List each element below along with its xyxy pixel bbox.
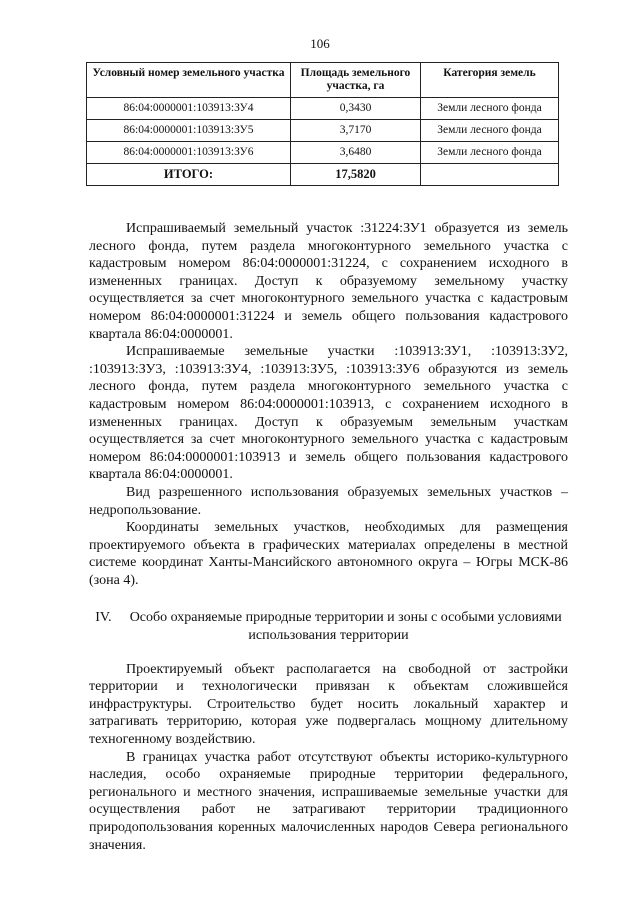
page-number: 106	[310, 36, 330, 51]
header-plot-number: Условный номер земельного участка	[87, 63, 291, 98]
table-row	[87, 98, 559, 120]
paragraph: Вид разрешенного использования образуемых земельных участков – недропользование.	[89, 484, 568, 518]
table-total-row	[87, 164, 559, 186]
total-empty-cell	[421, 164, 559, 186]
section-number: IV.	[95, 610, 112, 626]
area-cell: 0,3430	[291, 98, 421, 120]
paragraph: Испрашиваемые земельные участки :103913:ЗУ1, :103913:ЗУ2, :103913:ЗУ3, :103913:ЗУ4, :103913:ЗУ5, :103913:ЗУ6 образуются из земель лесного фонда, путем раздела многоконтурного земельного участка с кадастровым номером 86:04:0000001:103913, с сохранением исходного в измененных границах. Доступ к образуемым земельным участкам осуществляется за счет многоконтурного земельного участка с кадастровым номером 86:04:0000001:103913 и земель общего пользования кадастрового квартала 86:04:0000001.	[89, 344, 568, 483]
header-category: Категория земель	[421, 63, 559, 98]
plot-number-cell: 86:04:0000001:103913:ЗУ4	[87, 98, 291, 120]
land-plots-table	[86, 62, 559, 186]
section-title: Особо охраняемые природные территории и зоны с особыми условиями использования территории	[129, 610, 562, 644]
area-cell: 3,6480	[291, 142, 421, 164]
body-text	[89, 220, 568, 854]
table-header-row	[87, 63, 559, 98]
category-cell: Земли лесного фонда	[421, 120, 559, 142]
paragraph: Координаты земельных участков, необходимых для размещения проектируемого объекта в графических материалах определены в местной системе координат Ханты-Мансийского автономного округа – Югры МСК-86 (зона 4).	[89, 520, 568, 588]
table-row	[87, 142, 559, 164]
category-cell: Земли лесного фонда	[421, 142, 559, 164]
area-cell: 3,7170	[291, 120, 421, 142]
paragraph: В границах участка работ отсутствуют объекты историко-культурного наследия, особо охраняемые природные территории федерального, регионального и местного значения, испрашиваемые земельные участки для осуществления работ не затрагивают территории традиционного природопользования коренных малочисленных народов Севера регионального значения.	[89, 749, 568, 853]
table-row	[87, 120, 559, 142]
paragraph: Испрашиваемый земельный участок :31224:ЗУ1 образуется из земель лесного фонда, путем раздела многоконтурного земельного участка с кадастровым номером 86:04:0000001:31224, с сохранением исходного в измененных границах. Доступ к образуемому земельному участку осуществляется за счет многоконтурного земельного участка с кадастровым номером 86:04:0000001:31224 и земель общего пользования кадастрового квартала 86:04:0000001.	[89, 221, 568, 342]
plot-number-cell: 86:04:0000001:103913:ЗУ6	[87, 142, 291, 164]
header-area: Площадь земельного участка, га	[291, 63, 421, 98]
paragraph: Проектируемый объект располагается на свободной от застройки территории и технологически привязан к объектам сложившейся инфраструктуры. Строительство будет носить локальный характер и затрагивать территорию, которая уже подвергалась мощному длительному техногенному воздействию.	[89, 661, 568, 748]
section-heading	[89, 609, 568, 644]
total-value: 17,5820	[291, 164, 421, 186]
plot-number-cell: 86:04:0000001:103913:ЗУ5	[87, 120, 291, 142]
category-cell: Земли лесного фонда	[421, 98, 559, 120]
total-label: ИТОГО:	[87, 164, 291, 186]
